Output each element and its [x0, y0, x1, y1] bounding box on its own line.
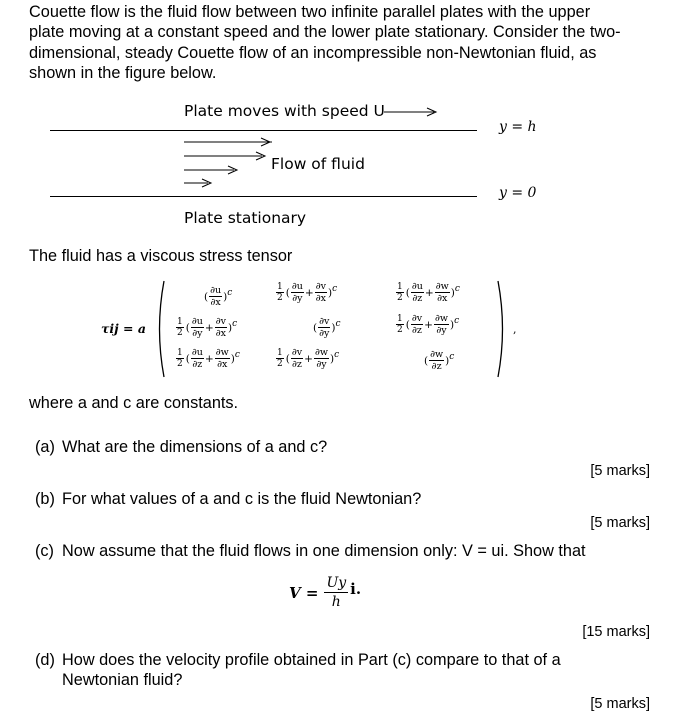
question-d-text: How does the velocity profile obtained in Part (c) compare to that of a Newtonian fluid? — [62, 651, 561, 690]
top-plate-arrow-icon — [384, 107, 440, 117]
where-line: where a and c are constants. — [29, 394, 239, 412]
question-b-text: For what values of a and c is the fluid Newtonian? — [62, 490, 422, 508]
intro-paragraph: Couette flow is the fluid flow between two infinite parallel plates with the upper plate moving at a constant speed and the lower plate stationary. Consider the two-dimensional, steady Couette flow of an incompressible non-Newtonian fluid, as shown in the figure below. — [29, 3, 621, 83]
question-a-marks: [5 marks] — [590, 463, 650, 479]
stress-intro: The fluid has a viscous stress tensor — [29, 247, 293, 265]
question-c-label: (c) — [35, 542, 54, 560]
tensor-cell-33: ( $\frac{\partial w}{\partial z}$ ) c — [424, 349, 455, 372]
tensor-left-bracket — [154, 279, 166, 379]
tensor-comma: , — [513, 323, 517, 336]
equation-c-lhs: V = — [289, 583, 319, 602]
question-a-label: (a) — [35, 438, 55, 456]
y-top-label: y = h — [499, 119, 537, 135]
equation-c-tail: i. — [350, 579, 362, 598]
question-b-marks: [5 marks] — [590, 515, 650, 531]
tensor-cell-21: 1 2 ( $\frac{\partial u}{\partial y}$ + $\frac{\partial v}{\partial x}$ ) c — [177, 316, 238, 339]
tensor-cell-32: 1 2 ( $\frac{\partial v}{\partial z}$ + $\frac{\partial w}{\partial y}$ ) c — [277, 347, 340, 370]
y-bottom-label: y = 0 — [499, 185, 537, 201]
stress-tensor — [0, 275, 674, 385]
question-c-marks: [15 marks] — [582, 624, 650, 640]
tensor-cell-23: 1 2 ( $\frac{\partial v}{\partial z}$ + $\frac{\partial w}{\partial y}$ ) c — [397, 313, 460, 336]
tensor-cell-13: 1 2 ( $\frac{\partial u}{\partial z}$ + $\frac{\partial w}{\partial x}$ ) c — [397, 281, 460, 304]
equation-c-denominator: h — [331, 594, 341, 610]
equation-c — [289, 574, 361, 611]
bottom-plate-line — [50, 196, 477, 197]
tensor-right-bracket — [496, 279, 508, 379]
question-b-label: (b) — [35, 490, 55, 508]
flow-arrows-icon — [182, 135, 272, 190]
bottom-plate-label: Plate stationary — [184, 209, 307, 227]
question-a-text: What are the dimensions of a and c? — [62, 438, 328, 456]
top-plate-line — [50, 130, 477, 131]
tensor-cell-22: ( $\frac{\partial v}{\partial y}$ ) c — [313, 316, 341, 339]
couette-figure — [0, 95, 674, 235]
equation-c-numerator: Uy — [326, 575, 347, 591]
tensor-cell-11: ( $\frac{\partial u}{\partial x}$ ) c — [204, 285, 233, 308]
question-d-marks: [5 marks] — [590, 696, 650, 712]
tensor-cell-12: 1 2 ( $\frac{\partial u}{\partial y}$ + $\frac{\partial v}{\partial x}$ ) c — [277, 281, 338, 304]
top-plate-label: Plate moves with speed U — [184, 102, 385, 120]
question-c-text: Now assume that the fluid flows in one dimension only: V = ui. Show that — [62, 542, 586, 560]
tensor-lhs: τij = a — [101, 321, 146, 336]
question-d-label: (d) — [35, 651, 55, 669]
tensor-cell-31: 1 2 ( $\frac{\partial u}{\partial z}$ + $\frac{\partial w}{\partial x}$ ) c — [177, 347, 240, 370]
flow-label: Flow of fluid — [271, 155, 365, 173]
